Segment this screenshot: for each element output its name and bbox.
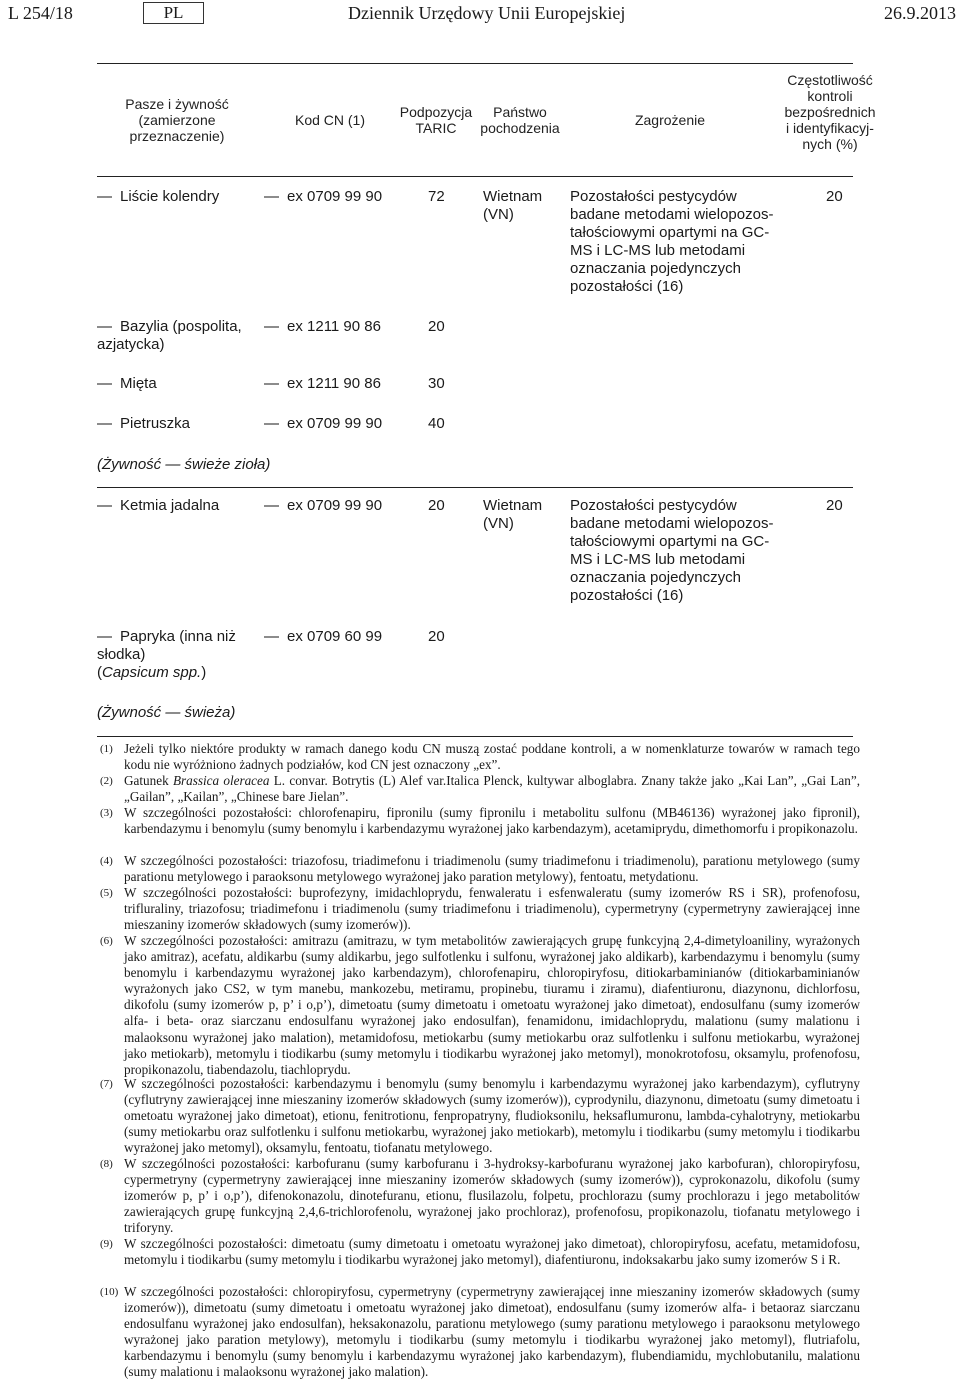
page-header [8, 0, 956, 30]
group-label-fresh-food: (Żywność — świeża) [97, 704, 236, 721]
publication-date: 26.9.2013 [884, 3, 956, 23]
cn-code: — ex 1211 90 86 [264, 318, 404, 336]
group-label-fresh-herbs: (Żywność — świeże zioła) [97, 456, 271, 473]
cn-code: — ex 1211 90 86 [264, 375, 404, 393]
header-origin: Państwo pochodzenia [480, 104, 560, 136]
food-okra: — Ketmia jadalna [97, 497, 262, 515]
cn-code: — ex 0709 99 90 [264, 415, 404, 433]
footnote: (3) W szczególności pozostałości: chlorofenapiru, fipronilu (sumy fipronilu i metabolitu sulfonu (MB46136) wyrażonej jako fipronil), karbendazymu i benomylu (sumy benomylu i karbendazymu wyrażonej jako karbendazym), acetamiprydu, dimethomorfu i propikonazolu. [100, 805, 860, 837]
taric-code: 20 [428, 497, 445, 514]
cn-code: — ex 0709 60 99 [264, 628, 404, 646]
header-food: Pasze i żywność (zamierzone przeznaczenie) [125, 96, 229, 144]
footnote: (5) W szczególności pozostałości: buprofezyny, imidachloprydu, fenwaleratu i esfenwaleratu (sumy izomerów RS i SR), profenofosu, trifluraliny, triazofosu; triadimefonu i triadimenolu (sumy triadimefonu i triadimenolu), cypermetryny (cypermetryny zawierającej inne mieszaniny izomerów składowych (sumy izomerów)). [100, 885, 860, 933]
food-coriander: — Liście kolendry [97, 188, 262, 206]
taric-code: 72 [428, 188, 445, 205]
footnote: (9) W szczególności pozostałości: dimetoatu (sumy dimetoatu i ometoatu wyrażonej jako dimetoat), chloropiryfosu, acefatu, metamidofosu, metomylu i tiodikarbu (sumy metomylu i tiodikarbu wyrażonej jako metomyl), diafentiuronu, indoksakarbu jako sumy izomerów S i R. [100, 1236, 860, 1268]
food-pepper-label: — Papryka (inna niż słodka) [97, 628, 236, 663]
footnote: (1) Jeżeli tylko niektóre produkty w ramach danego kodu CN muszą zostać poddane kontroli, a w nomenklaturze towarów w ramach tego kodu nie wyróżniono żadnych podziałów, kod CN jest oznaczony „ex”. [100, 741, 860, 773]
group-divider [97, 487, 853, 488]
control-frequency: 20 [826, 497, 843, 514]
footnote: (4) W szczególności pozostałości: triazofosu, triadimefonu i triadimenolu (sumy triadimefonu i triadimenolu), parationu metylowego (sumy parationu metylowego i paraoksonu metylowego wyrażonej jako paration metylowy), fentoatu, metydationu. [100, 853, 860, 885]
footnote: (2) Gatunek Brassica oleracea L. convar. Botrytis (L) Alef var.Italica Plenck, kultywar alboglabra. Znany także jako „Kai Lan”, „Gai Lan”, „Gailan”, „Kailan”, „Chinese bare Jielan”. [100, 773, 860, 805]
taric-code: 30 [428, 375, 445, 392]
food-parsley: — Pietruszka [97, 415, 252, 433]
cn-code: — ex 0709 99 90 [264, 497, 404, 515]
origin-country: Wietnam (VN) [483, 497, 543, 532]
food-basil: — Bazylia (pospolita, azjatycka) [97, 318, 252, 354]
taric-code: 40 [428, 415, 445, 432]
taric-code: 20 [428, 628, 445, 645]
food-pepper-latin: Capsicum spp. [102, 664, 202, 681]
language-badge: PL [143, 2, 204, 24]
footnote: (7) W szczególności pozostałości: karbendazymu i benomylu (sumy benomylu i karbendazymu wyrażonej jako karbendazym), cyflutryny (cyflutryny zawierającej inne mieszaniny izomerów składowych (sumy izomerów)), cyprodynilu, diazynonu, dimetoatu (sumy dimetoatu i ometoatu wyrażonej jako dimetoat), etionu, fenitrotionu, fenpropatryny, fludioksonilu, heksaflumuronu, lambda-cyhalotryny, metiokarbu (sumy metiokarbu oraz sulfotlenku i sulfonu metiokarbu, wyrażonej jako metiokarb), metomylu i tiodikarbu (sumy metomylu i tiodikarbu wyrażonej jako metomyl), oksamylu, fentoatu, tiofanatu metylowego. [100, 1076, 860, 1156]
origin-country: Wietnam (VN) [483, 188, 543, 223]
hazard-description: Pozostałości pestycydów badane metodami wielopozostałościowymi opartymi na GC-MS i LC-MS lub metodami oznaczania pojedynczych pozostałości (16) [570, 497, 774, 604]
header-taric: Podpozycja TARIC [399, 104, 473, 136]
header-cn-code: Kod CN (1) [294, 112, 366, 128]
header-divider [97, 176, 853, 177]
footnote: (8) W szczególności pozostałości: karbofuranu (sumy karbofuranu i 3-hydroksy-karbofuranu wyrażonej jako karbofuran), chloropiryfosu, cypermetryny (cypermetryny zawierającej inne mieszaniny izomerów składowych (sumy izomerów)), cyprokonazolu, dikofolu (sumy izomerów p, p’ i o,p’), difenokonazolu, dinotefuranu, etionu, flusilazolu, folpetu, prochlorazu (sumy prochlorazu i jego metabolitów zawierających grupę funkcyjną 2,4,6-trichlorofenolu, wyrażonej jako prochloraz), profenofosu, propikonazolu, tiofanatu metylowego i triforyny. [100, 1156, 860, 1236]
header-hazard: Zagrożenie [634, 112, 706, 128]
cn-code: — ex 0709 99 90 [264, 188, 404, 206]
control-frequency: 20 [826, 188, 843, 205]
page-number: L 254/18 [8, 3, 73, 23]
journal-title: Dziennik Urzędowy Unii Europejskiej [348, 3, 626, 23]
header-frequency: Częstotliwość kontroli bezpośrednich i identyfikacyjnych (%) [784, 72, 876, 152]
footnote: (6) W szczególności pozostałości: amitrazu (amitrazu, w tym metabolitów zawierających grupę funkcyjną 2,4-dimetyloaniliny, wyrażonych jako amitraz), acefatu, aldikarbu (sumy aldikarbu, jego sulfotlenku i sulfonu, wyrażonej jako aldikarb), karbendazymu i benomylu (sumy benomylu i karbendazymu wyrażonej jako karbendazym), chlorofenapiru, chloropiryfosu, ditiokarbaminianów (ditiokarbaminianów wyrażonych jako CS2, w tym manebu, mankozebu, metiramu, propinebu, tiuramu i ziramu), diafentiuronu, diazynonu, dichlorfosu, dikofolu (sumy izomerów p, p’ i o,p’), dimetoatu (sumy dimetoatu i ometoatu wyrażonej jako dimetoat), endosulfanu (sumy izomerów alfa- i beta- oraz siarczanu endosulfanu wyrażonej jako endosulfan), fenamidonu, imidachloprydu, malationu (sumy malationu i malaoksonu wyrażonej jako malation), metamidofosu, metiokarbu (sumy metiokarbu oraz sulfotlenku i sulfonu metiokarbu, wyrażonej jako metiokarb), metomylu i tiodikarbu (sumy metomylu i tiodikarbu wyrażonej jako metomyl), monokrotofosu, oksamylu, profenofosu, propikonazolu, tiabendazolu, tiachloprydu. [100, 933, 860, 1077]
footnote: (10) W szczególności pozostałości: chloropiryfosu, cypermetryny (cypermetryny zawierającej inne mieszaniny izomerów składowych (sumy izomerów)), dimetoatu (sumy dimetoatu i ometoatu wyrażonej jako dimetoat), endosulfanu (sumy izomerów alfa- i betaoraz siarczanu endosulfanu wyrażonej jako endosulfan), heksakonazolu, parationu metylowego (sumy parationu metylowego i paraoksonu metylowego wyrażonej jako paration metylowy), metomylu i tiodikarbu (sumy metomylu i tiodikarbu wyrażonej jako metomyl), flutriafolu, karbendazymu i benomylu (sumy benomylu i karbendazymu wyrażonej jako karbendazym), flubendiamidu, mychlobutanilu, malationu (sumy malationu i malaoksonu wyrażonej jako malation). [100, 1284, 860, 1380]
hazard-description: Pozostałości pestycydów badane metodami wielopozostałościowymi opartymi na GC-MS i LC-MS lub metodami oznaczania pojedynczych pozostałości (16) [570, 188, 774, 295]
food-pepper: — Papryka (inna niż słodka) (Capsicum spp.) [97, 628, 252, 682]
taric-code: 20 [428, 318, 445, 335]
food-mint: — Mięta [97, 375, 252, 393]
